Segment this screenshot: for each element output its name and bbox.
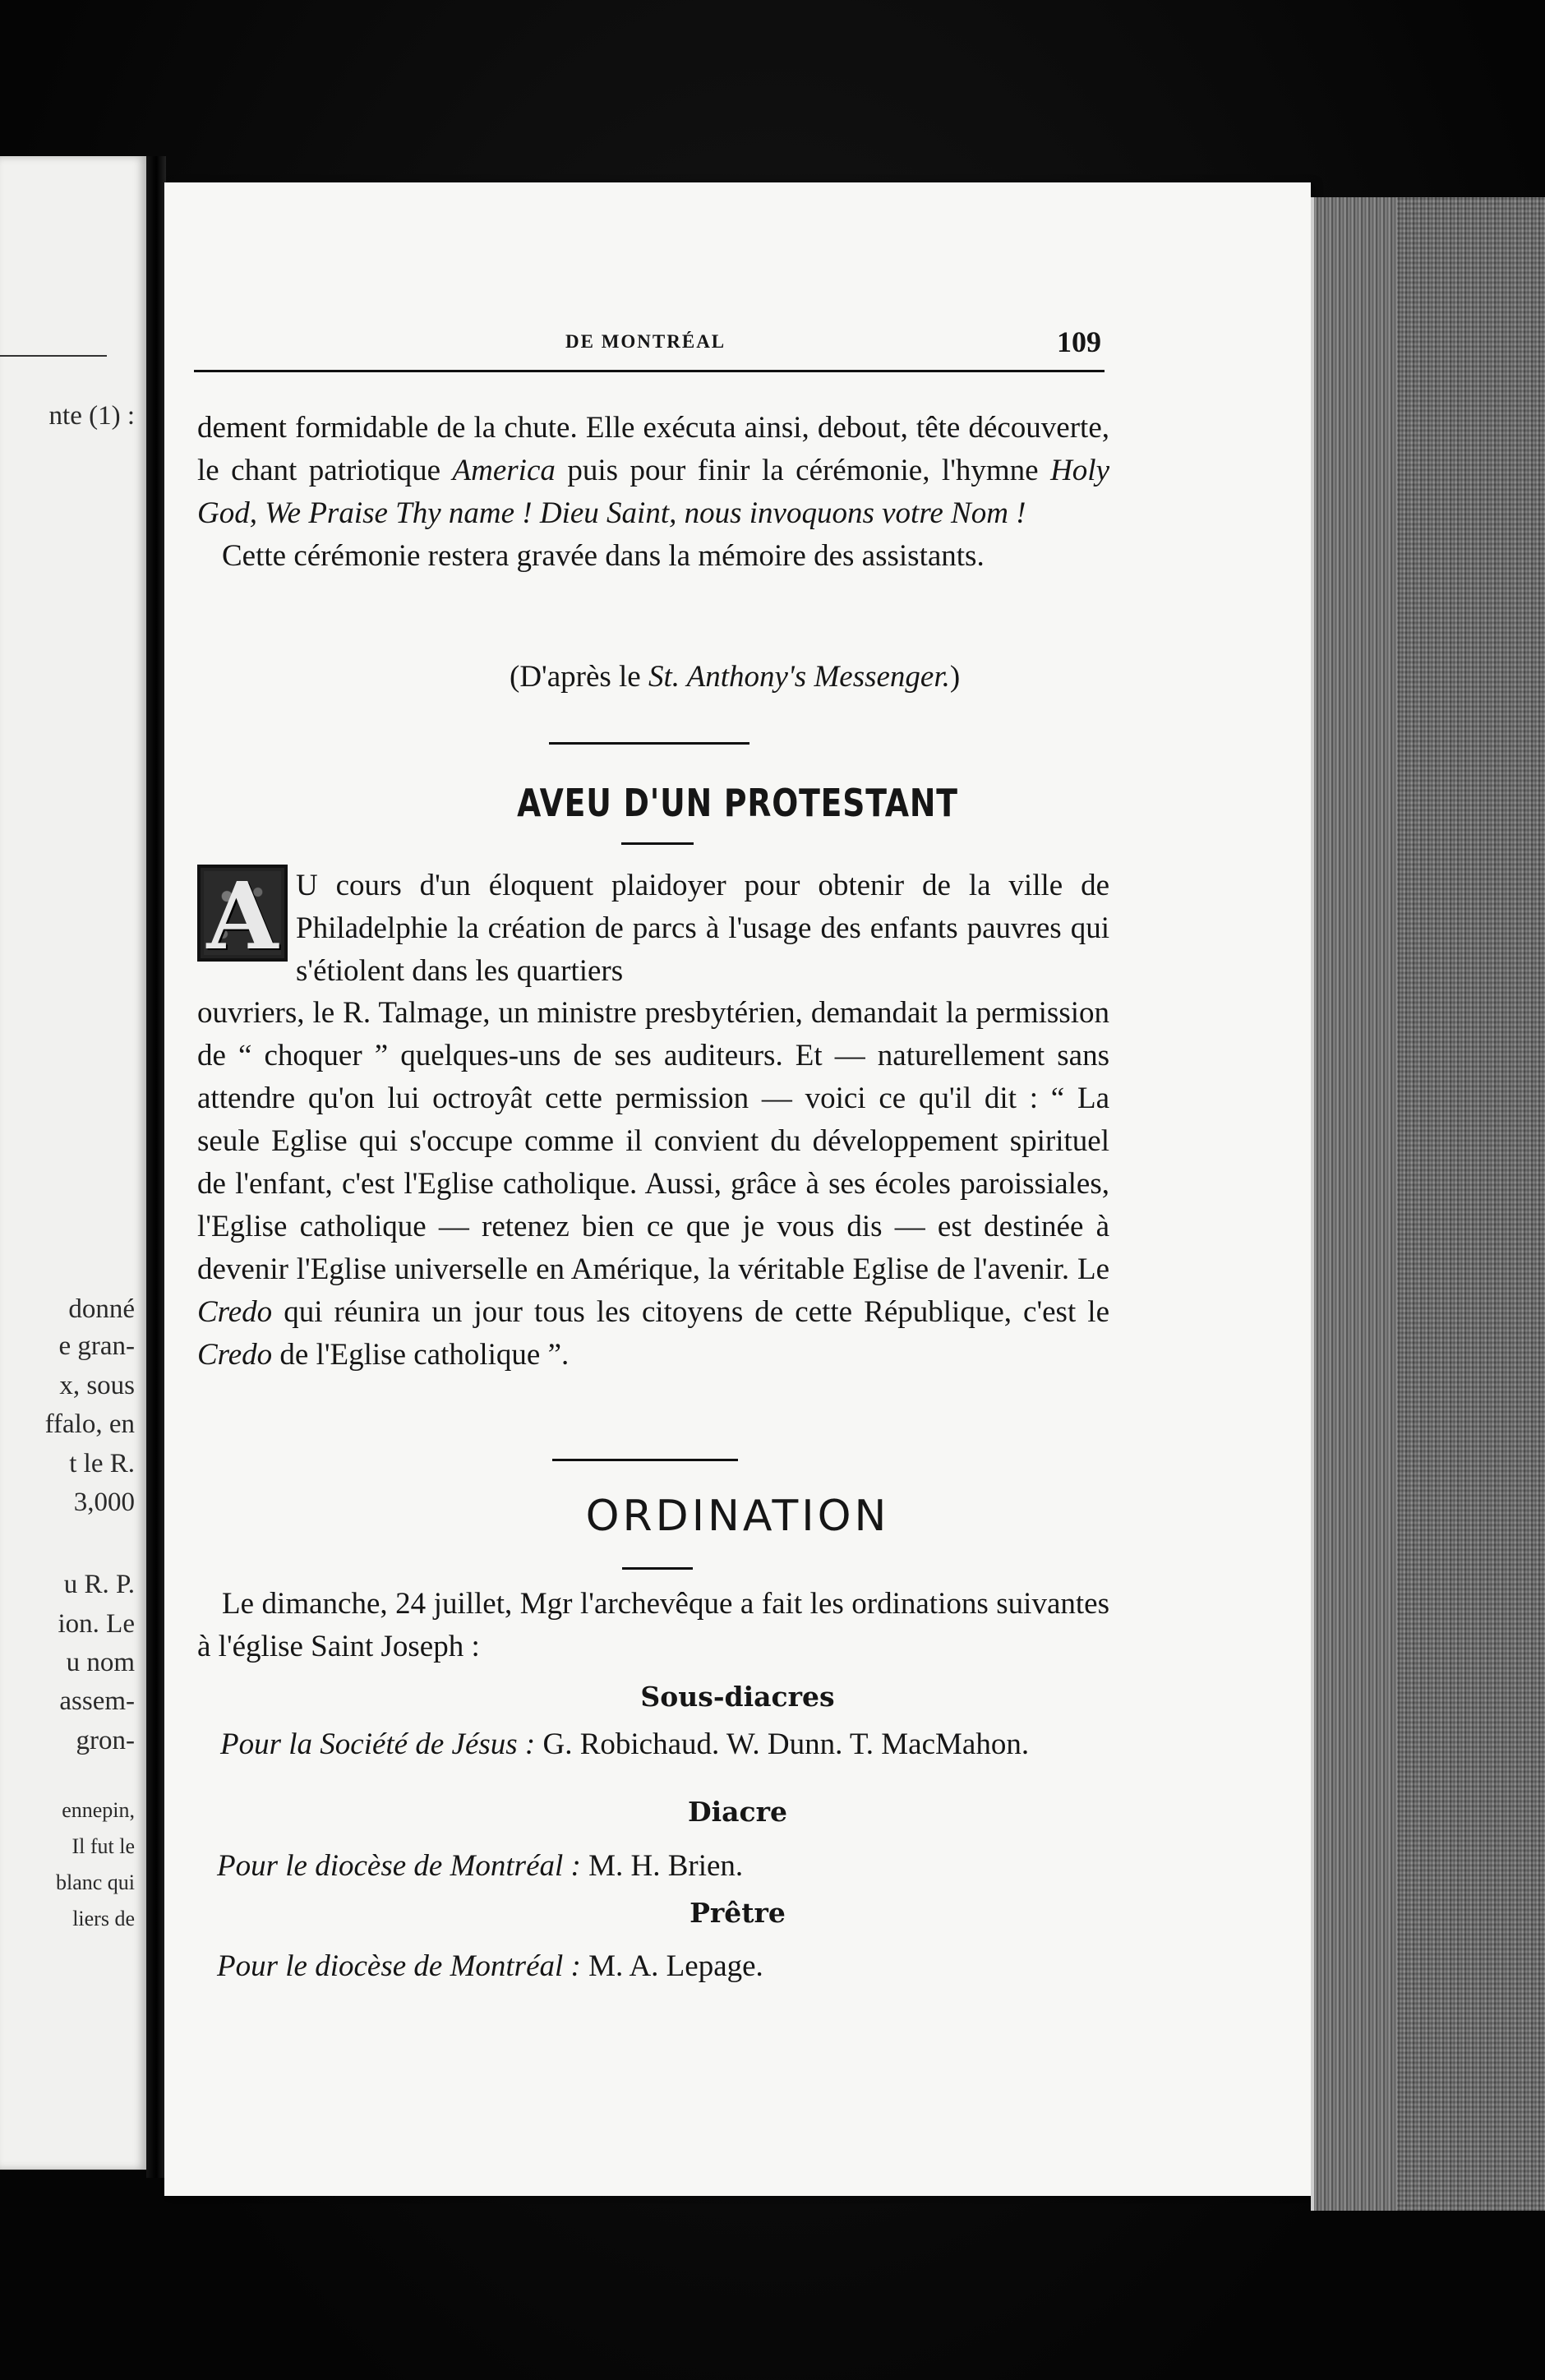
paragraph-2-credo-1: Credo <box>197 1295 273 1329</box>
paragraph-2 <box>197 992 1109 1377</box>
section-separator <box>552 1459 738 1461</box>
paragraph-2-text-b: qui réunira un jour tous les citoyens de cette République, c'est le <box>272 1295 1109 1329</box>
ordination-heading-subdeacons: Sous-diacres <box>640 1681 835 1713</box>
attribution <box>510 659 960 694</box>
attribution-prefix: (D'après le <box>510 660 648 694</box>
paragraph-1b: Cette cérémonie restera gravée dans la mémoire des assistants. <box>222 539 985 573</box>
paragraph-1-italic-hymn: Holy God, We Praise Thy name ! Dieu Saint, nous invoquons votre Nom ! <box>197 454 1109 530</box>
left-line: ion. Le <box>58 1609 135 1639</box>
left-page-rule <box>0 355 107 357</box>
left-line: ffalo, en <box>44 1409 135 1439</box>
running-head-title: DE MONTRÉAL <box>565 331 726 352</box>
book-edge-shading <box>1397 197 1545 2211</box>
left-line: e gran- <box>58 1331 135 1361</box>
entry-label: Pour le diocèse de Montréal : <box>217 1849 581 1883</box>
page-number: 109 <box>1057 325 1101 358</box>
entry-names: M. A. Lepage. <box>580 1949 763 1983</box>
left-line: gron- <box>76 1726 135 1755</box>
paragraph-2-credo-2: Credo <box>197 1338 273 1372</box>
ordination-heading-deacon: Diacre <box>687 1796 787 1828</box>
dropcap-ornament <box>197 865 288 962</box>
ordination-entry <box>197 1726 1109 1764</box>
left-line: u nom <box>66 1648 135 1677</box>
left-line: t le R. <box>69 1449 135 1478</box>
title-underline <box>622 1567 693 1570</box>
book-gutter <box>146 156 166 2178</box>
running-head <box>197 325 1109 366</box>
paragraph-1-text: dement formidable de la chute. Elle exécuta ainsi, debout, tête découverte, le chant patriotique <box>197 411 1109 487</box>
title-underline <box>621 842 694 845</box>
left-footnote-line: blanc qui <box>55 1870 135 1894</box>
paragraph-1-text-2: puis pour finir la cérémonie, l'hymne <box>555 454 1051 487</box>
entry-names: M. H. Brien. <box>580 1849 744 1883</box>
left-line: donné <box>68 1294 135 1324</box>
entry-label: Pour la Société de Jésus : <box>220 1727 536 1761</box>
paragraph-1-italic-america: America <box>452 454 556 487</box>
left-line: x, sous <box>59 1371 135 1400</box>
left-heading-fragment: nte (1) : <box>48 401 135 431</box>
entry-names: G. Robichaud. W. Dunn. T. MacMahon. <box>535 1727 1030 1761</box>
paragraph-2-text-a: ouvriers, le R. Talmage, un ministre presbytérien, demandait la permission de “ choquer ” quelques-uns de ses auditeurs. Et — naturellement sans attendre qu'on lui octroyât cette permission — voici ce qu'il dit : “ La seule Eglise qui s'occupe comme il convient du développement spirituel de l'enfant, c'est l'Eglise catholique. Aussi, grâce à ses écoles paroissiales, l'Eglise catholique — retenez bien ce que je vous dis — est destinée à devenir l'Eglise universelle en Amérique, la véritable Eglise de l'avenir. Le <box>197 996 1109 1286</box>
ordination-entry <box>197 1847 1109 1885</box>
attribution-source: St. Anthony's Messenger. <box>648 660 950 694</box>
ordination-heading-priest: Prêtre <box>689 1897 786 1929</box>
attribution-suffix: ) <box>949 660 961 694</box>
left-footnote-line: ennepin, <box>62 1798 135 1822</box>
paragraph-2-first-lines: U cours d'un éloquent plaidoyer pour obtenir de la ville de Philadelphie la création de parcs à l'usage des enfants pauvres qui s'étiolent dans les quartiers <box>296 869 1109 988</box>
paragraph-1 <box>197 407 1109 578</box>
left-footnote-line: liers de <box>72 1907 135 1930</box>
entry-label: Pour le diocèse de Montréal : <box>217 1949 581 1983</box>
left-page-fragment <box>0 156 146 2170</box>
section-title-ordination: ORDINATION <box>585 1492 890 1541</box>
left-footnote-line: Il fut le <box>71 1834 135 1858</box>
section-separator <box>549 742 749 745</box>
ordination-intro: Le dimanche, 24 juillet, Mgr l'archevêque a fait les ordinations suivantes à l'église Saint Joseph : <box>197 1587 1109 1663</box>
left-line: u R. P. <box>63 1570 135 1599</box>
left-line: assem- <box>59 1686 135 1716</box>
paragraph-2-text-c: de l'Eglise catholique ”. <box>272 1338 570 1372</box>
section-title-aveu: AVEU D'UN PROTESTANT <box>517 781 958 825</box>
left-line: 3,000 <box>73 1488 135 1517</box>
ordination-entry <box>197 1948 1109 1986</box>
dropcap-letter: A <box>206 865 279 962</box>
running-head-rule <box>194 370 1105 372</box>
